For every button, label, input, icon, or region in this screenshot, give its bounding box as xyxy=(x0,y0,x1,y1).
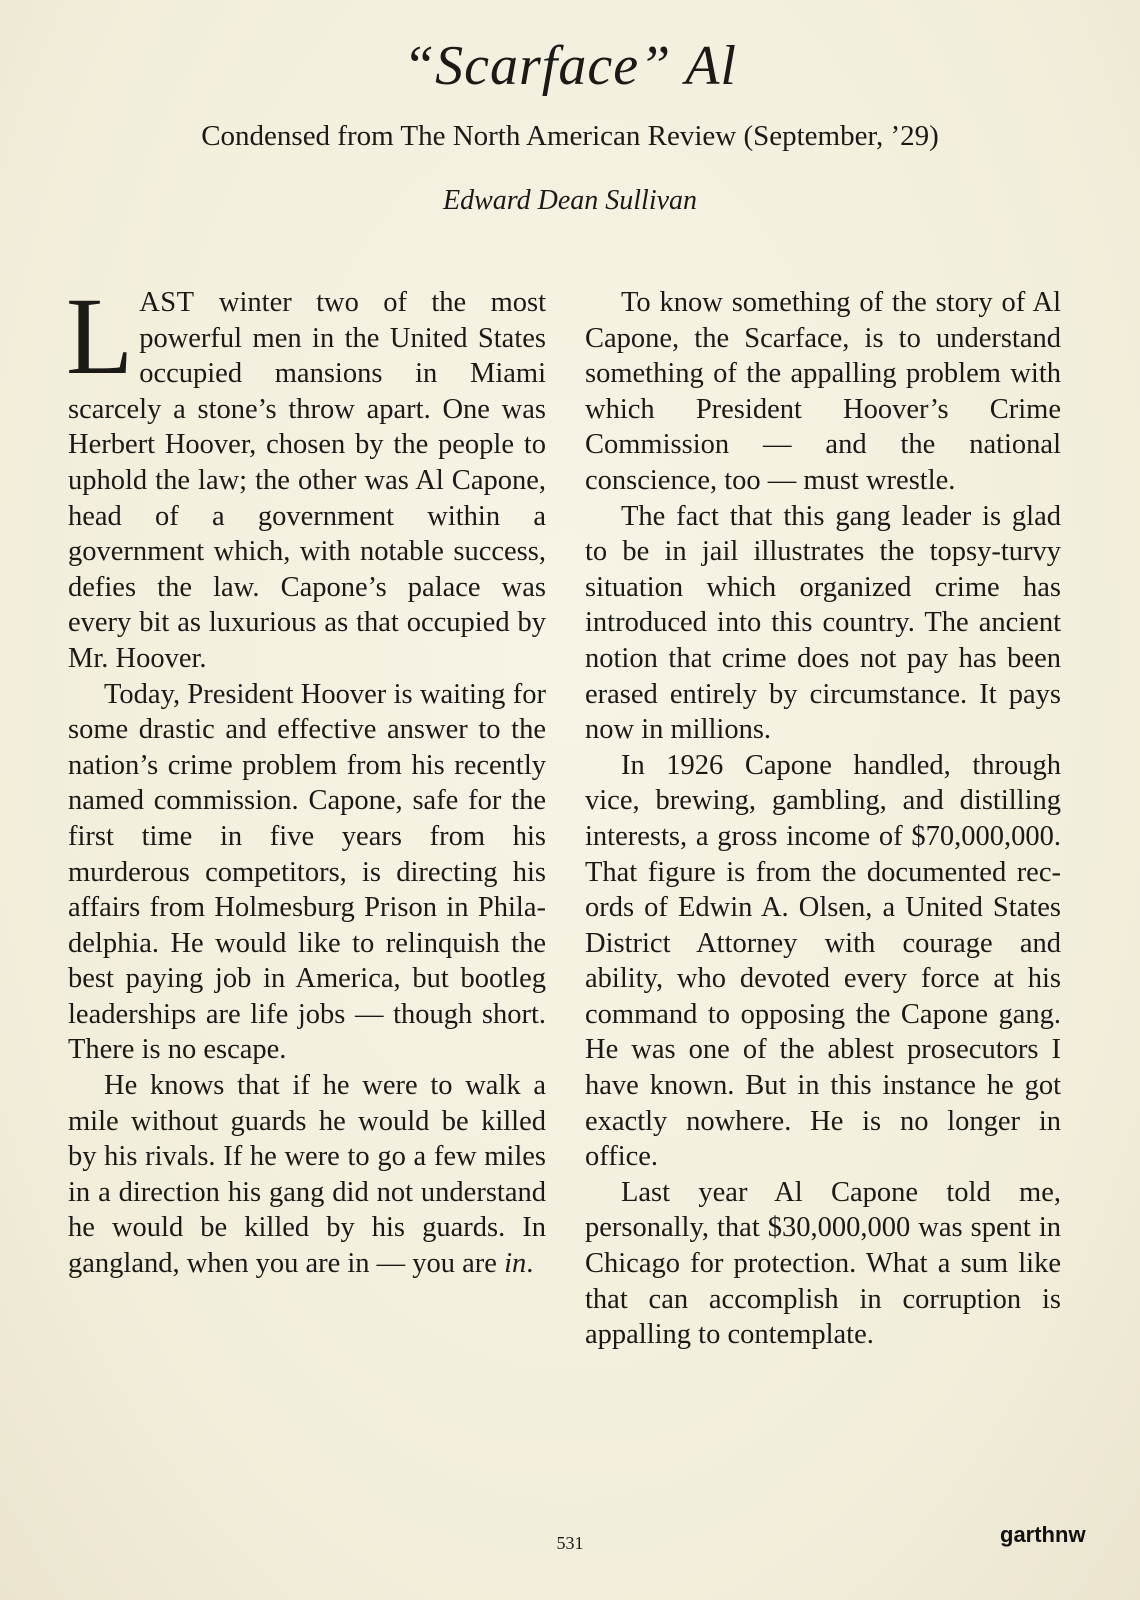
drop-cap: L xyxy=(66,275,134,397)
left-paragraph-3 xyxy=(68,1068,546,1282)
right-paragraph-3: In 1926 Capone handled, through vice, brewing, gambling, and distilling interests, a gross income of $70,000,000. That figure is from the documented records of Edwin A. Olsen, a United States District Attorney with courage and ability, who devoted every force at his command to opposing the Capone gang. He was one of the ablest prosecutors I have known. But in this instance he got exactly nowhere. He is no longer in office. xyxy=(585,749,1061,1173)
left-paragraph-1 xyxy=(66,275,546,677)
lead-caps: AST xyxy=(139,287,195,318)
page-number: 531 xyxy=(556,1533,584,1553)
lead-text: winter two of the most powerful men in the United States occupied mansions in Miami scarcely a stone’s throw apart. One was Herbert Hoover, chosen by the people to uphold the law; the other was Al Capone, head of a government within a government which, with notable success, defies the law. Capone’s palace was every bit as luxurious as that occupied by Mr. Hoover. xyxy=(68,287,546,674)
article-subtitle: Condensed from The North American Review (September, ’29) xyxy=(201,120,939,152)
article-title: “Scarface” Al xyxy=(403,35,737,97)
left-column xyxy=(66,275,546,1282)
article-byline: Edward Dean Sullivan xyxy=(442,185,698,216)
right-paragraph-2: The fact that this gang leader is glad to be in jail illustrates the topsy-turvy situation which organized crime has introduced into this country. The ancient notion that crime does not pay has been erased entirely by circumstance. It pays now in millions. xyxy=(585,500,1061,746)
right-column xyxy=(585,285,1061,1353)
right-paragraph-4: Last year Al Capone told me, personally, that $30,000,000 was spent in Chicago for protection. What a sum like that can accomplish in corruption is appalling to contemplate. xyxy=(585,1176,1061,1351)
left-paragraph-3-text: He knows that if he were to walk a mile without guards he would be killed by his rivals. If he were to go a few miles in a direction his gang did not understand he would be killed by his guards. In gangland, when you are in — you are xyxy=(68,1070,546,1280)
left-paragraph-2: Today, President Hoover is waiting for some drastic and effective answer to the nation’s crime problem from his recently named commission. Capone, safe for the first time in five years from his murderous competitors, is directing his affairs from Holmesburg Prison in Philadelphia. He would like to relinquish the best paying job in America, but bootleg leaderships are life jobs — though short. There is no escape. xyxy=(68,678,546,1066)
watermark: garthnw xyxy=(1000,1522,1086,1547)
left-paragraph-3-italic: in xyxy=(504,1248,527,1280)
left-paragraph-3-end: . xyxy=(526,1248,534,1280)
right-paragraph-1: To know something of the story of Al Capone, the Scarface, is to understand something of the appalling problem with which President Hoover’s Crime Commission — and the national conscience, too — must wrestle. xyxy=(585,287,1061,496)
